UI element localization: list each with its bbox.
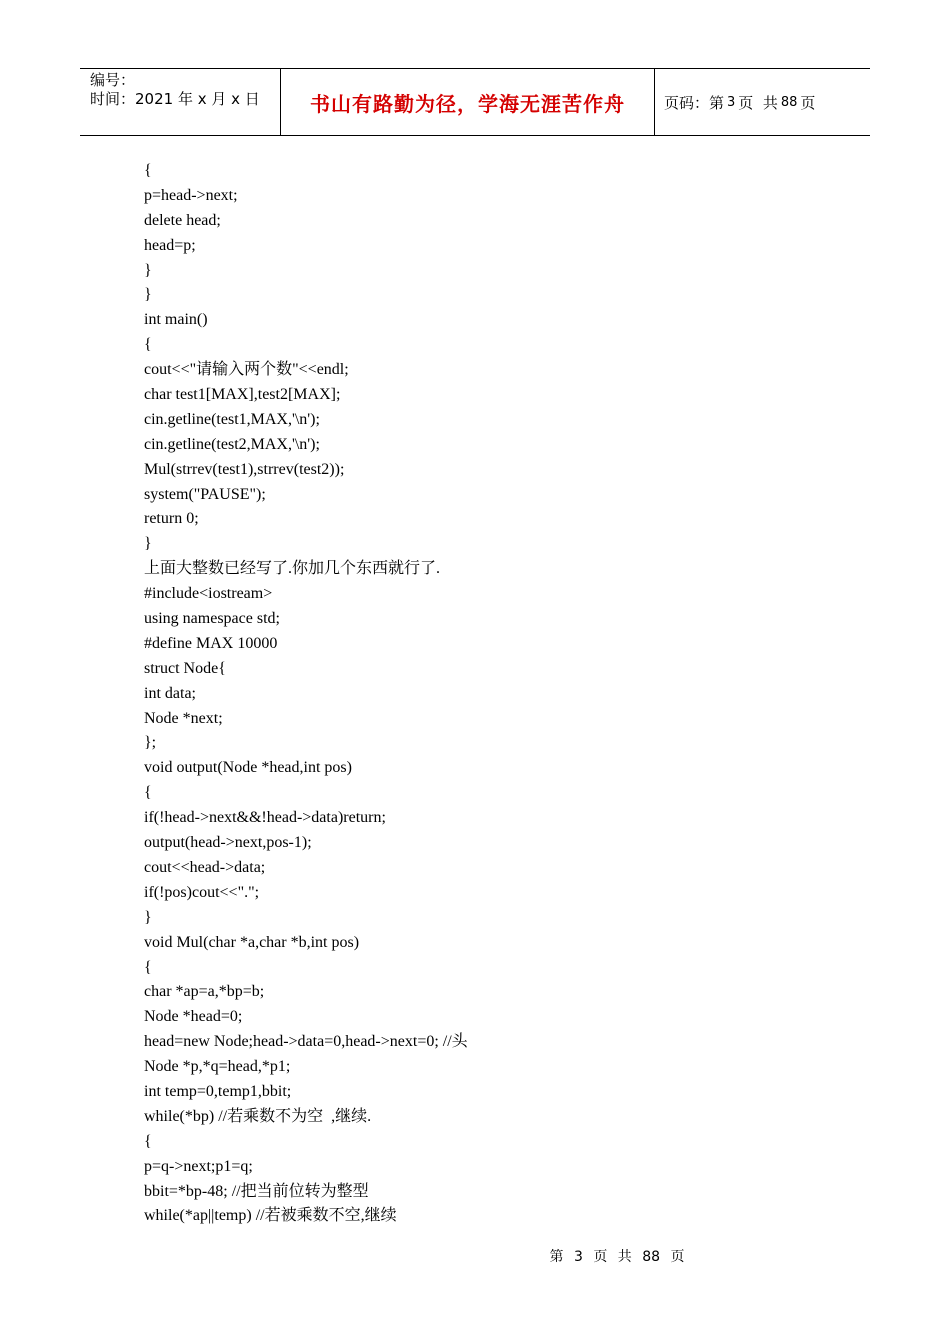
code-line: Mul(strrev(test1),strrev(test2)); — [144, 460, 345, 478]
code-line: }; — [144, 734, 157, 752]
code-line: int temp=0,temp1,bbit; — [144, 1082, 292, 1100]
page-footer — [0, 1246, 950, 1266]
code-line: #define MAX 10000 — [144, 634, 278, 652]
code-line: } — [144, 261, 152, 279]
code-line: p=head->next; — [144, 186, 238, 204]
code-line: system("PAUSE"); — [144, 485, 266, 503]
page-suffix: 页 — [800, 93, 816, 112]
code-line: 上面大整数已经写了.你加几个东西就行了. — [144, 560, 441, 578]
number-label: 编号： — [90, 71, 136, 89]
code-line: char *ap=a,*bp=b; — [144, 983, 265, 1001]
code-line: cin.getline(test1,MAX,'\n'); — [144, 410, 320, 428]
code-line: bbit=*bp-48; //把当前位转为整型 — [144, 1182, 369, 1200]
code-line: Node *head=0; — [144, 1008, 243, 1026]
code-line: } — [144, 535, 152, 553]
code-line: head=new Node;head->data=0,head->next=0; //头 — [144, 1033, 468, 1051]
page-header — [80, 68, 870, 136]
code-line: output(head->next,pos-1); — [144, 834, 312, 852]
code-line: cout<<"请输入两个数"<<endl; — [144, 361, 349, 379]
code-line: #include<iostream> — [144, 585, 273, 603]
page-mid: 页 共 — [738, 93, 778, 112]
code-line: void Mul(char *a,char *b,int pos) — [144, 933, 360, 951]
code-listing — [144, 159, 468, 1229]
page-prefix: 页码：第 — [664, 93, 725, 112]
code-line: Node *next; — [144, 709, 223, 727]
code-line: { — [144, 1132, 152, 1150]
code-line: } — [144, 908, 152, 926]
header-motto: 书山有路勤为径，学海无涯苦作舟 — [310, 91, 625, 116]
code-line: Node *p,*q=head,*p1; — [144, 1058, 291, 1076]
code-line: while(*ap||temp) //若被乘数不空,继续 — [144, 1207, 397, 1225]
code-line: char test1[MAX],test2[MAX]; — [144, 386, 341, 404]
page-total: 88 — [780, 94, 798, 110]
footer-total: 88 — [642, 1249, 661, 1265]
code-line: using namespace std; — [144, 610, 280, 628]
header-page-info — [664, 69, 815, 135]
code-line: while(*bp) //若乘数不为空 ,继续. — [144, 1107, 372, 1125]
footer-suffix: 页 — [670, 1249, 685, 1265]
code-line: struct Node{ — [144, 659, 226, 677]
footer-current: 3 — [573, 1249, 583, 1265]
code-line: int data; — [144, 684, 196, 702]
footer-mid2: 共 — [617, 1249, 632, 1265]
header-meta — [90, 71, 260, 109]
code-line: p=q->next;p1=q; — [144, 1157, 253, 1175]
code-line: int main() — [144, 311, 208, 329]
code-line: } — [144, 286, 152, 304]
code-line: void output(Node *head,int pos) — [144, 759, 352, 777]
footer-mid1: 页 — [593, 1249, 608, 1265]
code-line: return 0; — [144, 510, 199, 528]
code-line: delete head; — [144, 211, 221, 229]
code-line: cout<<head->data; — [144, 858, 266, 876]
code-line: { — [144, 958, 152, 976]
code-line: cin.getline(test2,MAX,'\n'); — [144, 435, 320, 453]
code-line: { — [144, 336, 152, 354]
code-line: head=p; — [144, 236, 196, 254]
code-line: if(!pos)cout<<"."; — [144, 883, 260, 901]
code-line: if(!head->next&&!head->data)return; — [144, 809, 386, 827]
page-current: 3 — [727, 94, 736, 110]
time-label: 时间：2021 年 x 月 x 日 — [90, 90, 260, 108]
code-line: { — [144, 784, 152, 802]
code-line: { — [144, 162, 152, 179]
header-divider — [654, 69, 655, 135]
footer-prefix: 第 — [549, 1249, 564, 1265]
